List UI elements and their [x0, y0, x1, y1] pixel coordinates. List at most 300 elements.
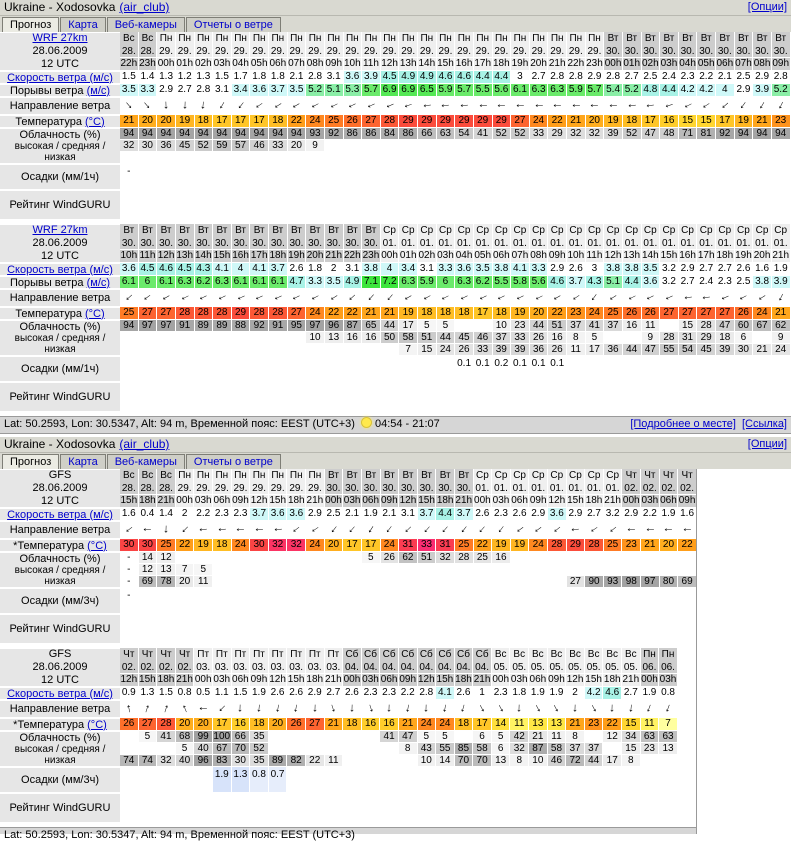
forecast-cell [399, 140, 418, 152]
forecast-cell [362, 289, 381, 307]
forecast-cell [455, 588, 474, 614]
forecast-cell [585, 731, 604, 743]
forecast-cell: Ср 01. [772, 224, 791, 250]
tab-map[interactable]: Карта [60, 454, 105, 469]
forecast-cell [548, 97, 567, 115]
tab-webcams[interactable]: Веб-камеры [107, 17, 185, 32]
forecast-cell: 04h [455, 250, 473, 261]
forecast-cell: Вт 30. [642, 32, 661, 58]
forecast-cell: 11 [325, 755, 344, 767]
forecast-cell: 11 [548, 731, 567, 743]
forecast-cell [622, 767, 641, 793]
forecast-cell [548, 576, 567, 588]
forecast-cell: 92 [325, 128, 344, 140]
forecast-cell [418, 140, 437, 152]
forecast-cell: 82 [287, 755, 306, 767]
forecast-cell [641, 767, 660, 793]
forecast-cell: 06h [213, 495, 231, 506]
wind-direction-arrow-icon: ↑ [162, 98, 170, 114]
forecast-cell: 08h [306, 58, 324, 69]
forecast-panel-2 [0, 437, 791, 841]
forecast-cell: Пн 29. [586, 32, 605, 58]
forecast-cell [641, 700, 660, 718]
tab-webcams[interactable]: Веб-камеры [107, 454, 185, 469]
forecast-cell [325, 767, 344, 793]
forecast-cell: 3.5 [642, 263, 661, 276]
tab-forecast[interactable]: Прогноз [2, 454, 59, 469]
forecast-cell: 0.8 [659, 687, 678, 700]
forecast-cell [511, 164, 530, 190]
forecast-cell [306, 152, 325, 164]
forecast-cell: 21 [641, 539, 660, 552]
tab-wind-reports[interactable]: Отчеты о ветре [186, 454, 281, 469]
forecast-cell [474, 164, 493, 190]
forecast-cell: 24 [381, 539, 400, 552]
forecast-cell: 6 [735, 332, 754, 344]
cloud-low-row [120, 576, 697, 588]
forecast-cell: 3.7 [269, 84, 288, 97]
forecast-cell: Сб 04. [473, 648, 492, 674]
forecast-cell: 4.9 [418, 71, 437, 84]
forecast-cell [548, 521, 567, 539]
forecast-cell: 2.7 [716, 263, 735, 276]
forecast-cell: 4.1 [250, 263, 269, 276]
forecast-cell: 24 [586, 307, 605, 320]
forecast-cell [529, 588, 548, 614]
forecast-cell: 29 [697, 332, 716, 344]
forecast-cell: 1.3 [139, 687, 158, 700]
forecast-cell: 27 [697, 307, 716, 320]
forecast-cell: 89 [195, 320, 214, 332]
forecast-cell [343, 564, 362, 576]
forecast-cell: 0.8 [250, 767, 269, 793]
forecast-cell: 39 [511, 344, 530, 356]
forecast-cell: Ср 01. [753, 224, 772, 250]
forecast-cell: 15h [139, 674, 156, 685]
wind-direction-arrow-icon: ↑ [423, 701, 430, 717]
forecast-cell [287, 552, 306, 564]
forecast-cell: 11 [567, 344, 586, 356]
forecast-cell [381, 289, 400, 307]
forecast-cell: 25 [455, 539, 474, 552]
wind-direction-arrow-icon: ↑ [623, 526, 638, 534]
forecast-cell [269, 344, 288, 356]
forecast-cell [362, 140, 381, 152]
forecast-cell: 46 [474, 332, 493, 344]
forecast-cell: 2.7 [697, 263, 716, 276]
forecast-cell: 2.5 [735, 276, 754, 289]
wind-direction-arrow-icon: ↑ [325, 291, 341, 305]
forecast-cell: 5 [586, 332, 605, 344]
wind-direction-arrow-icon: ↑ [511, 523, 527, 537]
forecast-cell [604, 97, 623, 115]
forecast-cell [567, 552, 586, 564]
forecast-cell: 14 [139, 552, 158, 564]
forecast-cell: 69 [139, 576, 158, 588]
forecast-cell [157, 164, 176, 190]
forecast-cell: 2.7 [176, 84, 195, 97]
forecast-cell [157, 700, 176, 718]
forecast-cell [399, 755, 418, 767]
forecast-cell: 3.5 [325, 276, 344, 289]
forecast-cell [678, 588, 697, 614]
forecast-cell: 18h [603, 674, 621, 685]
forecast-cell: 2.4 [660, 71, 679, 84]
forecast-cell [511, 521, 530, 539]
wind-direction-arrow-icon: ↑ [774, 98, 787, 114]
forecast-cell: 05h [250, 58, 268, 69]
forecast-cell: Чт 02. [660, 469, 679, 495]
forecast-cell: 02h [418, 250, 436, 261]
forecast-cell: 30 [250, 539, 269, 552]
forecast-cell: 04h [679, 58, 696, 69]
forecast-cell: Вс 28. [120, 32, 139, 58]
tab-map[interactable]: Карта [60, 17, 105, 32]
forecast-cell [585, 767, 604, 793]
forecast-cell: 32 [157, 755, 176, 767]
forecast-cell [474, 97, 493, 115]
forecast-cell: 5.8 [511, 276, 530, 289]
forecast-cell: Пн 29. [250, 469, 269, 495]
forecast-cell: 41 [586, 320, 605, 332]
temperature-row [120, 718, 678, 731]
forecast-cell [176, 97, 195, 115]
forecast-cell [176, 521, 195, 539]
forecast-cell: 22h [343, 250, 361, 261]
forecast-cell: 4.2 [697, 84, 716, 97]
forecast-cell: 11 [641, 718, 660, 731]
forecast-cell: 2.9 [529, 508, 548, 521]
forecast-cell: 90 [585, 576, 604, 588]
wind-direction-arrow-icon: ↑ [605, 291, 621, 305]
forecast-cell: 23h [586, 58, 603, 69]
forecast-cell: 2.9 [586, 71, 605, 84]
wind-direction-arrow-icon: ↑ [215, 98, 228, 114]
forecast-cell [399, 576, 418, 588]
forecast-cell [139, 344, 158, 356]
forecast-cell [287, 564, 306, 576]
forecast-cell [232, 289, 251, 307]
forecast-cell: 4.5 [381, 71, 400, 84]
forecast-cell: Ср 01. [642, 224, 661, 250]
wind-direction-arrow-icon: ↑ [251, 99, 267, 113]
forecast-cell: Пн 29. [418, 32, 437, 58]
forecast-cell: 23h [139, 58, 156, 69]
forecast-cell [623, 140, 642, 152]
wind-direction-arrow-icon: ↑ [385, 701, 393, 717]
forecast-cell: 21h [325, 250, 343, 261]
forecast-cell: Ср 01. [474, 469, 493, 495]
forecast-cell: 26 [120, 718, 139, 731]
windguru-rating-row [120, 382, 791, 412]
forecast-cell: 19 [492, 539, 511, 552]
forecast-cell: 09h [325, 58, 343, 69]
forecast-cell: 2.6 [269, 687, 288, 700]
forecast-cell [567, 152, 586, 164]
forecast-cell: 94 [176, 128, 195, 140]
forecast-cell [623, 97, 642, 115]
forecast-cell: 6.2 [474, 276, 493, 289]
forecast-cell: 1.5 [157, 687, 176, 700]
wind-direction-arrow-icon: ↑ [161, 700, 172, 716]
location-club-link[interactable]: (air_club) [119, 437, 170, 451]
wind-direction-arrow-icon: ↑ [158, 291, 174, 304]
forecast-cell [381, 164, 400, 190]
forecast-cell: 40 [176, 755, 195, 767]
forecast-data-grid [120, 648, 678, 823]
wind-direction-arrow-icon: ↑ [494, 701, 507, 717]
forecast-cell: 15h [567, 495, 584, 506]
forecast-cell: 2.7 [585, 508, 604, 521]
forecast-cell: 19h [735, 250, 752, 261]
forecast-cell [139, 588, 158, 614]
forecast-cell [642, 356, 661, 382]
permalink-link[interactable]: [Ссылка] [741, 418, 787, 430]
forecast-cell [716, 140, 735, 152]
forecast-cell: 05h [474, 250, 492, 261]
forecast-cell: 12 [139, 564, 158, 576]
forecast-cell: Пн 06. [641, 648, 660, 674]
cloud-cover-label: Облачность (%) высокая / средняя / низкая [0, 128, 120, 164]
forecast-cell: 5.7 [455, 84, 474, 97]
forecast-cell: Сб 04. [436, 648, 455, 674]
forecast-cell [678, 552, 697, 564]
forecast-cell: 2.2 [641, 508, 660, 521]
forecast-cell: 2.6 [474, 508, 493, 521]
wind-direction-arrow-icon: ↑ [288, 99, 304, 112]
forecast-cell [250, 332, 269, 344]
options-link[interactable]: [Опции] [747, 1, 787, 13]
forecast-cell: 20 [157, 115, 176, 128]
forecast-cell [306, 356, 325, 382]
forecast-cell: Вс 28. [120, 469, 139, 495]
forecast-cell [399, 767, 418, 793]
forecast-cell: 50 [381, 332, 400, 344]
forecast-cell: Вт 30. [343, 469, 362, 495]
windguru-rating-row [120, 793, 678, 823]
forecast-cell [344, 164, 363, 190]
forecast-cell [269, 164, 288, 190]
hour-header-row [120, 495, 697, 508]
wind-direction-arrow-icon: ↑ [549, 291, 565, 304]
forecast-cell [343, 588, 362, 614]
forecast-cell [641, 755, 660, 767]
forecast-cell: 02h [641, 58, 659, 69]
forecast-cell: Ср 01. [585, 469, 604, 495]
forecast-cell: 47 [642, 344, 661, 356]
forecast-cell: 03h [659, 674, 677, 685]
forecast-cell [586, 164, 605, 190]
forecast-cell: 20 [586, 115, 605, 128]
forecast-cell: 23 [622, 539, 641, 552]
forecast-cell [474, 564, 493, 576]
forecast-cell: 12h [381, 58, 398, 69]
forecast-cell: 23 [585, 718, 604, 731]
forecast-cell: 97 [306, 320, 325, 332]
forecast-cell: 3.1 [325, 71, 344, 84]
forecast-cell: Пн 29. [381, 32, 400, 58]
forecast-cell [530, 289, 549, 307]
forecast-cell: 10h [120, 250, 138, 261]
forecast-cell [586, 289, 605, 307]
wind-gusts-label: Порывы ветра (м/с) [0, 276, 120, 289]
wind-direction-arrow-icon: ↑ [362, 100, 379, 112]
forecast-cell [120, 344, 139, 356]
forecast-cell: 3.8 [604, 263, 623, 276]
forecast-cell [269, 731, 288, 743]
forecast-cell: 4.8 [642, 84, 661, 97]
forecast-cell: 6 [139, 276, 158, 289]
forecast-cell: 27 [139, 307, 158, 320]
forecast-cell [287, 588, 306, 614]
forecast-cell [660, 164, 679, 190]
forecast-cell: Вт 30. [306, 224, 325, 250]
forecast-cell [232, 521, 251, 539]
wind-direction-arrow-icon: ↑ [516, 701, 523, 717]
forecast-cell: 5.5 [493, 276, 512, 289]
forecast-cell: Пт 03. [232, 648, 251, 674]
forecast-cell: 57 [232, 140, 251, 152]
forecast-cell: 18h [716, 250, 734, 261]
forecast-cell: 6.2 [195, 276, 214, 289]
forecast-cell: 1.3 [157, 71, 176, 84]
wind-direction-arrow-icon: ↑ [605, 102, 620, 110]
forecast-cell: 67 [213, 743, 232, 755]
tab-forecast[interactable]: Прогноз [2, 17, 59, 32]
forecast-cell: 2.3 [492, 508, 511, 521]
forecast-cell: 06h [232, 674, 249, 685]
forecast-cell: 55 [660, 344, 679, 356]
forecast-cell [678, 521, 697, 539]
forecast-cell: Вт 30. [269, 224, 288, 250]
forecast-cell: 07h [288, 58, 305, 69]
forecast-cell: 00h [381, 250, 398, 261]
forecast-tables-area [0, 469, 791, 823]
forecast-cell: Пн 29. [362, 32, 381, 58]
forecast-cell: 2.5 [642, 71, 661, 84]
forecast-cell [232, 700, 251, 718]
precipitation-row [120, 356, 791, 382]
forecast-cell: 95 [288, 320, 307, 332]
wind-direction-arrow-icon: ↑ [567, 291, 583, 305]
forecast-cell [325, 700, 344, 718]
forecast-cell: 3.9 [753, 84, 772, 97]
forecast-cell: 17 [399, 320, 418, 332]
forecast-cell [753, 356, 772, 382]
forecast-cell [139, 164, 158, 190]
forecast-cell: 2.6 [567, 263, 586, 276]
forecast-cell: 18h [306, 674, 324, 685]
location-club-link[interactable]: (air_club) [119, 0, 170, 14]
forecast-cell: Вт 30. [697, 32, 716, 58]
options-link[interactable]: [Опции] [747, 438, 787, 450]
forecast-cell: 32 [436, 552, 455, 564]
forecast-cell: 3.1 [418, 263, 437, 276]
forecast-cell [530, 97, 549, 115]
forecast-cell: 5.9 [567, 84, 586, 97]
wind-direction-arrow-icon: ↑ [660, 100, 677, 111]
forecast-cell: Пн 29. [325, 32, 344, 58]
wind-direction-arrow-icon: ↑ [269, 99, 285, 113]
forecast-cell: 3.3 [306, 276, 325, 289]
forecast-cell: - [120, 576, 139, 588]
forecast-cell: 4.5 [139, 263, 158, 276]
forecast-cell [325, 743, 344, 755]
forecast-cell [232, 576, 251, 588]
forecast-cell: 52 [250, 743, 269, 755]
forecast-cell: Вт 30. [623, 32, 642, 58]
forecast-cell: 3.6 [287, 508, 306, 521]
forecast-cell: 15h [436, 674, 454, 685]
forecast-cell [548, 767, 567, 793]
forecast-cell [120, 332, 139, 344]
forecast-cell: 7 [659, 718, 678, 731]
forecast-cell: 31 [399, 539, 418, 552]
forecast-cell: Чт 02. [641, 469, 660, 495]
forecast-cell: 6.1 [120, 276, 139, 289]
forecast-cell: 27 [362, 115, 381, 128]
cloud-high-row [120, 731, 678, 743]
forecast-cell: 86 [344, 128, 363, 140]
forecast-cell: 11h [139, 250, 156, 261]
forecast-cell: 2.8 [548, 71, 567, 84]
forecast-cell: Сб 04. [362, 648, 381, 674]
place-details-link[interactable]: [Подробнее о месте] [630, 418, 736, 430]
forecast-cell [399, 564, 418, 576]
forecast-cell [362, 700, 381, 718]
panel-header [0, 437, 791, 453]
forecast-cell: Пн 29. [399, 32, 418, 58]
daylight-hours: 04:54 - 21:07 [374, 418, 440, 430]
forecast-cell [381, 576, 400, 588]
forecast-cell: 28 [250, 307, 269, 320]
wind-direction-arrow-icon: ↑ [400, 522, 415, 537]
tab-wind-reports[interactable]: Отчеты о ветре [186, 17, 281, 32]
forecast-cell: 2.3 [492, 687, 511, 700]
wind-direction-arrow-icon: ↑ [307, 291, 323, 304]
forecast-cell: 3.6 [642, 276, 661, 289]
forecast-cell: 16 [492, 552, 511, 564]
forecast-cell [548, 289, 567, 307]
forecast-cell: 4.6 [603, 687, 622, 700]
forecast-cell: 22 [678, 539, 697, 552]
forecast-cell: - [120, 588, 139, 614]
forecast-cell: 5.3 [344, 84, 363, 97]
forecast-cell: 20 [176, 576, 195, 588]
forecast-cell: 12h [548, 495, 566, 506]
forecast-cell [269, 332, 288, 344]
forecast-cell: 3.1 [399, 508, 418, 521]
forecast-cell: Пн 29. [493, 32, 512, 58]
forecast-cell: Ср 01. [660, 224, 679, 250]
forecast-cell: 41 [474, 128, 493, 140]
forecast-cell: 27 [679, 307, 698, 320]
forecast-cell: Вт 30. [176, 224, 195, 250]
wind-direction-arrow-icon: ↑ [474, 291, 490, 304]
forecast-cell: 2 [566, 687, 585, 700]
wind-direction-label: Направление ветра [0, 521, 120, 539]
forecast-cell: 22h [567, 58, 585, 69]
wind-gusts-row [120, 84, 791, 97]
forecast-cell: 03h [213, 58, 231, 69]
forecast-cell: Вт 30. [604, 32, 623, 58]
forecast-cell: 25 [474, 552, 493, 564]
forecast-cell: 24 [306, 539, 325, 552]
forecast-cell [660, 564, 679, 576]
forecast-cell [269, 588, 288, 614]
forecast-cell [381, 588, 400, 614]
forecast-cell: Ср 01. [679, 224, 698, 250]
